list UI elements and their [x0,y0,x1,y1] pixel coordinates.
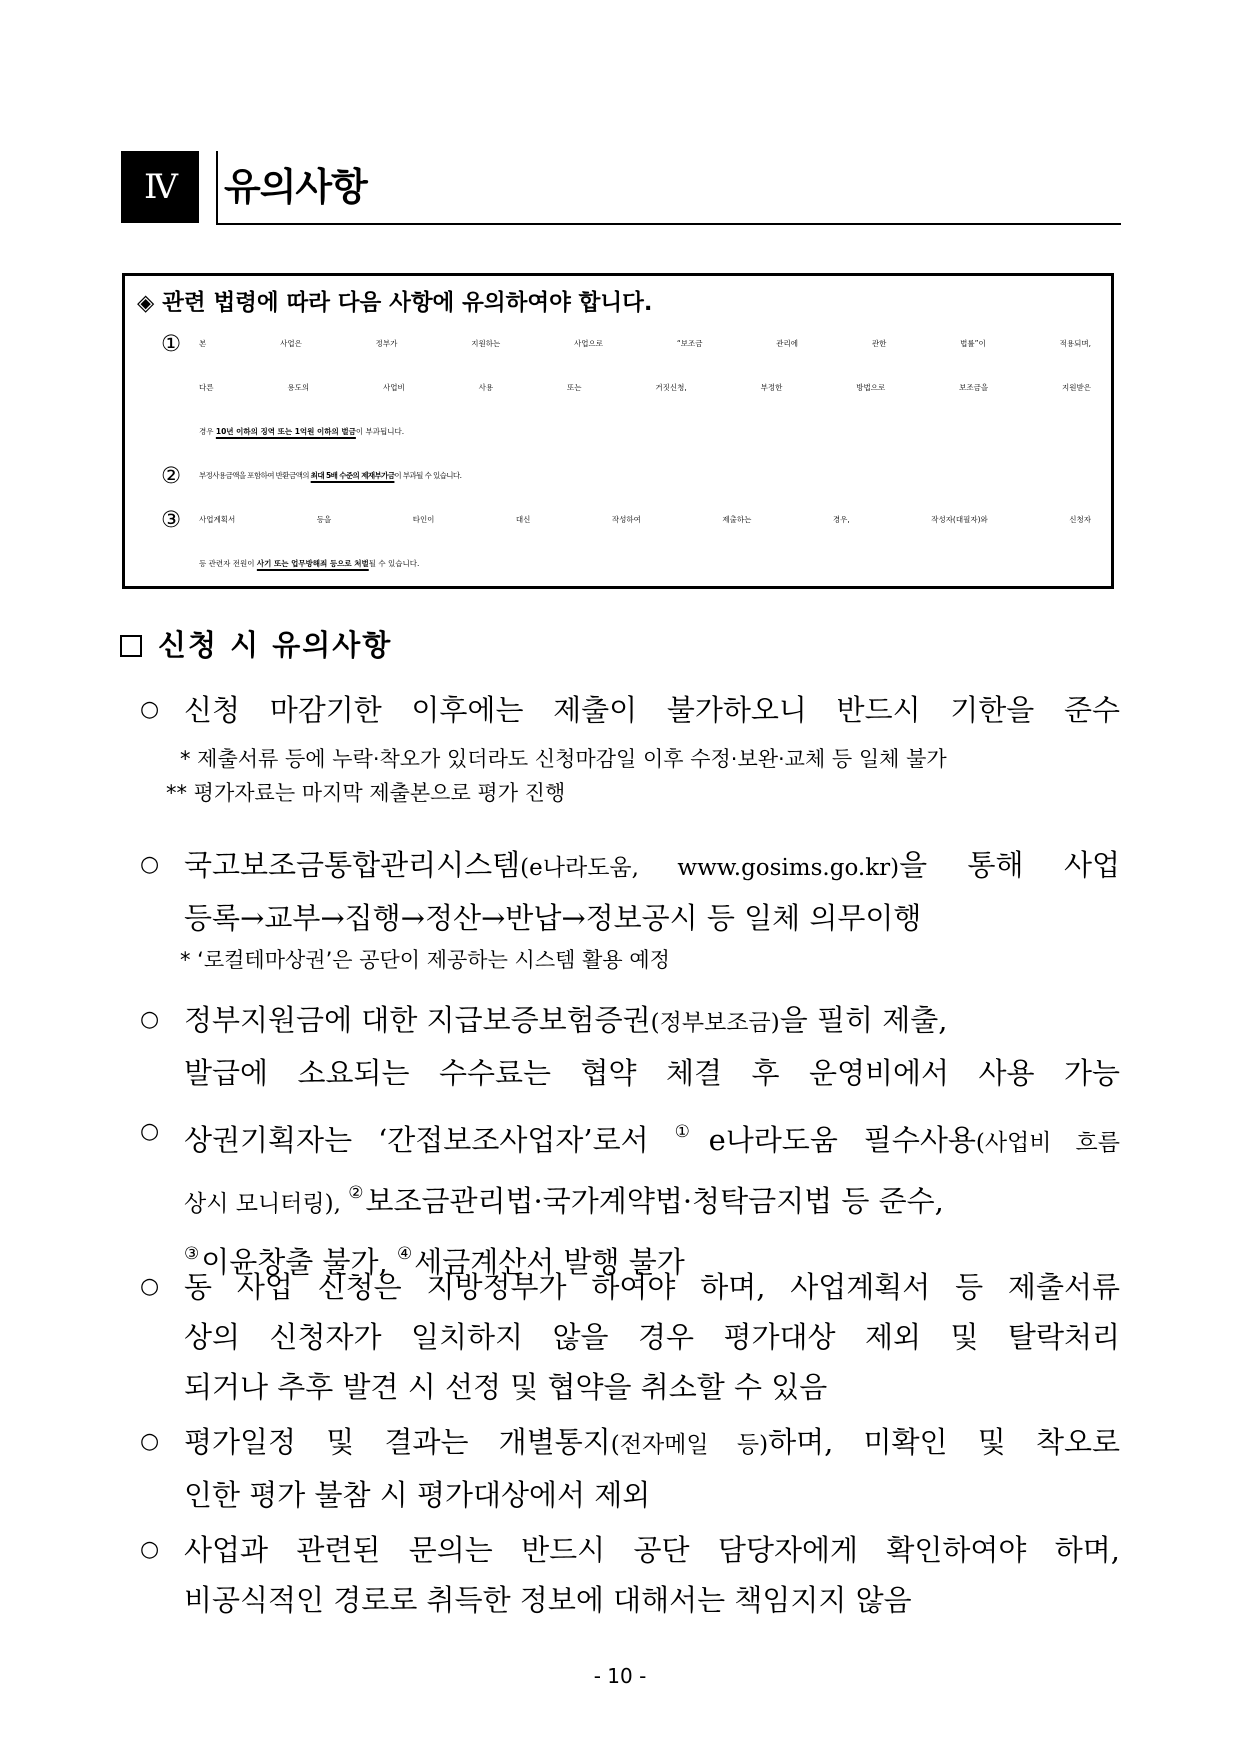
bullet-text: 상권기획자는 ‘간접보조사업자’로서 ①e나라도움 필수사용(사업비 흐름 [184,1122,1120,1157]
bullet-text: 사업과 관련된 문의는 반드시 공단 담당자에게 확인하여야 하며, [184,1533,1120,1567]
legal-notice-box [122,273,1114,589]
bullet-text: 신청 마감기한 이후에는 제출이 불가하오니 반드시 기한을 준수 [184,693,1120,727]
bullet-text: 상시 모니터링), ②보조금관리법·국가계약법·청탁금지법 등 준수, [184,1183,944,1218]
section-number: Ⅳ [121,151,199,223]
section-underline [216,223,1121,225]
notice-item-text: 경우 10년 이하의 징역 또는 1억원 이하의 벌금이 부과됩니다. [199,427,405,436]
penalty-emphasis: 사기 또는 업무방해죄 등으로 처벌 [256,559,369,568]
notice-item-text: 등 관련자 전원이 사기 또는 업무방해죄 등으로 처벌될 수 있습니다. [199,559,420,568]
penalty-emphasis: 10년 이하의 징역 또는 1억원 이하의 벌금 [215,427,356,436]
notice-item-text: 사업계획서 등을 타인이 대신 작성하여 제출하는 경우, 작성자(대필자)와 신청자 [199,515,1091,524]
bullet-text: 등록→교부→집행→정산→반납→정보공시 등 일체 의무이행 [184,901,922,935]
penalty-emphasis: 최대 5배 수준의 제재부가금 [310,471,395,480]
bullet-text: 비공식적인 경로로 취득한 정보에 대해서는 책임지지 않음 [184,1583,912,1617]
bullet-item-evaluation [140,1417,1120,1520]
notice-item-2 [161,454,1091,498]
bullet-item-inquiry [140,1525,1120,1625]
notice-item-number: ② [161,463,182,489]
circle-bullet-icon: ○ [140,1119,160,1144]
notice-heading: ◈ 관련 법령에 따라 다음 사항에 유의하여야 합니다. [137,290,653,316]
section-header [121,151,1121,225]
bullet-text: 되거나 추후 발견 시 선정 및 협약을 취소할 수 있음 [184,1370,828,1404]
section-title: 유의사항 [224,165,367,209]
circle-bullet-icon: ○ [140,1274,160,1299]
bullet-text: 정부지원금에 대한 지급보증보험증권(정부보조금)을 필히 제출, [184,1003,948,1037]
notice-item-text: 다른 용도의 사업비 사용 또는 거짓신청, 부정한 방법으로 보조금을 지원받은 [199,383,1091,392]
bullet-text: 국고보조금통합관리시스템(e나라도움, www.gosims.go.kr)을 통해 사업 [184,848,1120,882]
page-number: - 10 - [593,1664,647,1688]
bullet-item-applicant [140,1262,1120,1412]
circle-bullet-icon: ○ [140,697,160,722]
bullet-text: 평가일정 및 결과는 개별통지(전자메일 등)하며, 미확인 및 착오로 [184,1425,1120,1459]
subheading: 신청 시 유의사항 [120,625,392,665]
circle-bullet-icon: ○ [140,1007,160,1032]
bullet-note: * 제출서류 등에 누락·착오가 있더라도 신청마감일 이후 수정·보완·교체 등 일체 불가 [180,747,947,771]
bullet-text: ③이윤창출 불가, ④세금계산서 발행 불가 [184,1244,685,1279]
bullet-note: ** 평가자료는 마지막 제출본으로 평가 진행 [166,781,566,805]
notice-item-number: ③ [161,507,182,533]
bullet-item-planner [140,1107,1120,1287]
circle-bullet-icon: ○ [140,852,160,877]
bullet-item-insurance [140,995,1120,1098]
bullet-item-deadline [140,685,1120,735]
circle-bullet-icon: ○ [140,1537,160,1562]
section-divider [216,151,218,225]
bullet-text: 상의 신청자가 일치하지 않을 경우 평가대상 제외 및 탈락처리 [184,1320,1120,1354]
square-bullet-icon [120,635,142,657]
notice-item-text: 본 사업은 정부가 지원하는 사업으로 “보조금 관리에 관한 법률”이 적용되며, [199,339,1091,348]
bullet-note: * ‘로컬테마상권’은 공단이 제공하는 시스템 활용 예정 [180,948,670,972]
notice-item-text: 부정사용금액을 포함하여 반환금액의 최대 5배 수준의 제재부가금이 부과될 수 있습니다. [199,471,462,480]
bullet-text: 동 사업 신청은 지방정부가 하여야 하며, 사업계획서 등 제출서류 [184,1270,1120,1304]
bullet-item-system [140,840,1120,943]
notice-item-number: ① [161,331,182,357]
bullet-text: 인한 평가 불참 시 평가대상에서 제외 [184,1478,651,1512]
circle-bullet-icon: ○ [140,1429,160,1454]
notice-item-3 [161,498,1091,586]
notice-item-1 [161,322,1091,454]
bullet-text: 발급에 소요되는 수수료는 협약 체결 후 운영비에서 사용 가능 [184,1056,1120,1090]
